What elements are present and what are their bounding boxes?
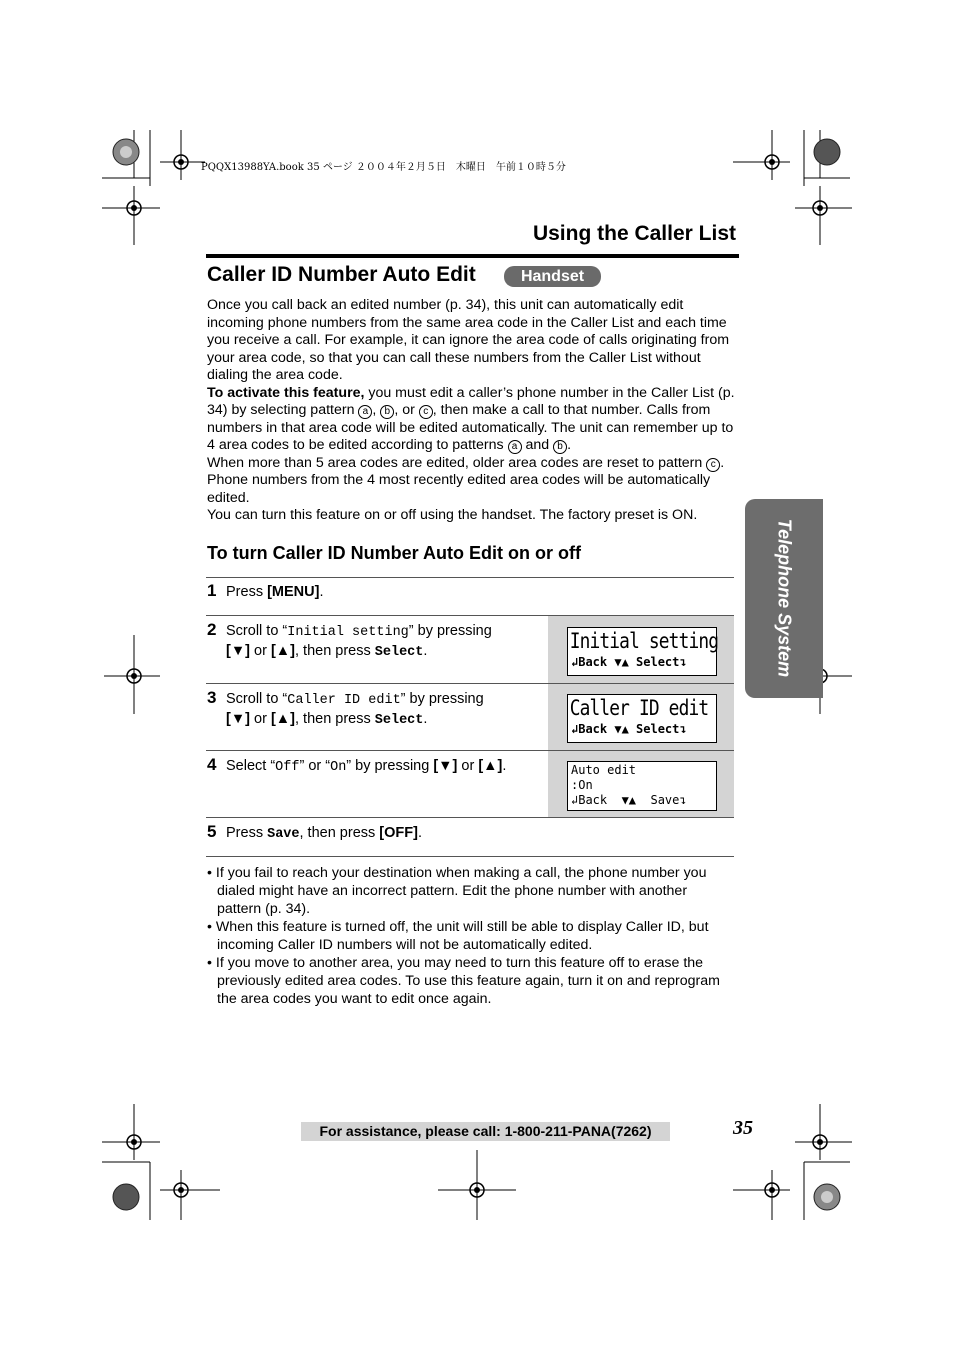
text-span: and bbox=[521, 437, 554, 453]
text-span: Select “ bbox=[226, 758, 276, 774]
text-span: , bbox=[372, 402, 381, 418]
step-number: 5 bbox=[207, 822, 217, 841]
text-span: . Phone numbers from the 4 most recently edited area codes will be automatically edited. bbox=[207, 454, 725, 506]
notes-list bbox=[207, 864, 732, 1008]
soft-key-label: Select bbox=[374, 645, 424, 660]
section-rule bbox=[206, 254, 739, 258]
divider bbox=[206, 577, 734, 578]
text-span: ” by pressing bbox=[400, 691, 484, 707]
divider bbox=[206, 856, 734, 857]
menu-key: [MENU] bbox=[267, 584, 320, 600]
text-span: . bbox=[502, 758, 507, 774]
text-span: or bbox=[250, 643, 271, 659]
soft-key-label: Save bbox=[267, 827, 300, 842]
lcd-softkeys: ↲Back ▼▲ Select↴ bbox=[571, 722, 687, 736]
bold-lead: To activate this feature, bbox=[207, 384, 365, 401]
note-item: • If you fail to reach your destination when making a call, the phone number you dialed might have an incorrect pattern. Edit the phone number with another pattern (p. 34). bbox=[207, 865, 707, 917]
pattern-a-icon: a bbox=[358, 405, 372, 419]
text-span: , then press bbox=[294, 643, 375, 659]
step-4 bbox=[207, 755, 506, 777]
text-span: When more than 5 area codes are edited, older area codes are reset to pattern bbox=[207, 454, 707, 471]
step-number: 2 bbox=[207, 620, 217, 639]
down-key: [▼] bbox=[226, 643, 251, 659]
intro-text bbox=[207, 297, 737, 525]
procedure-heading: To turn Caller ID Number Auto Edit on or off bbox=[207, 543, 581, 563]
step-5 bbox=[207, 822, 422, 844]
text-span: . bbox=[319, 584, 324, 600]
text-span: , then press bbox=[294, 711, 375, 727]
up-key: [▲] bbox=[478, 758, 503, 774]
side-tab-label: Telephone System bbox=[774, 518, 795, 678]
divider bbox=[206, 817, 734, 818]
option-off: Off bbox=[275, 760, 300, 775]
intro-paragraph-4: You can turn this feature on or off using the handset. The factory preset is ON. bbox=[207, 507, 698, 523]
lcd-display-caller-id-edit bbox=[567, 694, 717, 743]
intro-paragraph-2 bbox=[207, 385, 737, 455]
text-span: Press bbox=[226, 584, 268, 600]
text-span: ” or “ bbox=[299, 758, 331, 774]
note-item: • If you move to another area, you may need to turn this feature off to erase the previously edited area codes. To use this feature again, turn it on and reprogram the area codes you want to edit once again. bbox=[207, 955, 720, 1007]
option-on: On bbox=[330, 760, 347, 775]
down-key: [▼] bbox=[226, 711, 251, 727]
lcd-softkeys: ↲Back ▼▲ Select↴ bbox=[571, 655, 687, 669]
step-number: 4 bbox=[207, 755, 217, 774]
section-title: Using the Caller List bbox=[532, 222, 736, 245]
text-span: or bbox=[250, 711, 271, 727]
text-span: . bbox=[417, 825, 422, 841]
lcd-line: Auto edit bbox=[571, 763, 637, 777]
lcd-display-initial-setting bbox=[567, 627, 717, 676]
footer-assistance: For assistance, please call: 1-800-211-PANA(7262) bbox=[301, 1122, 670, 1141]
text-span: or bbox=[457, 758, 479, 774]
text-span: . bbox=[567, 437, 572, 453]
page-number: 35 bbox=[733, 1117, 753, 1139]
text-span: . bbox=[423, 643, 428, 659]
text-span: Scroll to “ bbox=[226, 691, 288, 707]
print-header: PQQX13988YA.book 35 ページ ２００４年２月５日 木曜日 午前１０時５分 bbox=[201, 162, 566, 173]
pattern-b-icon: b bbox=[380, 405, 394, 419]
text-span: , or bbox=[394, 402, 419, 418]
pattern-c-icon: c bbox=[419, 405, 433, 419]
lcd-title: Initial setting bbox=[569, 629, 719, 653]
lcd-display-auto-edit bbox=[567, 761, 717, 811]
note-item: • When this feature is turned off, the unit will still be able to display Caller ID, but incoming Caller ID numbers will not be automatically edited. bbox=[207, 919, 709, 953]
off-key: [OFF] bbox=[379, 825, 418, 841]
step-2 bbox=[207, 620, 537, 662]
pattern-b-icon: b bbox=[553, 440, 567, 454]
text-span: . bbox=[423, 711, 428, 727]
down-key: [▼] bbox=[433, 758, 458, 774]
step-3 bbox=[207, 688, 537, 730]
text-span: Press bbox=[226, 825, 268, 841]
page-title: Caller ID Number Auto Edit bbox=[207, 263, 476, 286]
up-key: [▲] bbox=[270, 711, 295, 727]
text-span: ” by pressing bbox=[408, 623, 492, 639]
step-1 bbox=[207, 581, 323, 602]
pattern-c-icon: c bbox=[706, 458, 720, 472]
text-span: Scroll to “ bbox=[226, 623, 288, 639]
menu-item-name: Initial setting bbox=[287, 625, 409, 640]
up-key: [▲] bbox=[270, 643, 295, 659]
text-span: you must edit a caller’s phone number in the Caller List (p. 34) by selecting pattern bbox=[207, 384, 735, 418]
pattern-a-icon: a bbox=[508, 440, 522, 454]
step-number: 3 bbox=[207, 688, 217, 707]
text-span: ” by pressing bbox=[346, 758, 434, 774]
lcd-title: Caller ID edit bbox=[569, 696, 709, 720]
step-number: 1 bbox=[207, 581, 217, 600]
handset-badge: Handset bbox=[504, 266, 601, 287]
text-span: , then make a call to that number. Calls from numbers in that area code will be edited automatically. The unit can remember up to 4 area codes to be edited according to patterns bbox=[207, 402, 734, 453]
menu-item-name: Caller ID edit bbox=[287, 693, 401, 708]
text-span: , then press bbox=[299, 825, 380, 841]
intro-paragraph-3 bbox=[207, 455, 737, 508]
lcd-line: :On bbox=[571, 778, 593, 792]
intro-paragraph-1: Once you call back an edited number (p. 34), this unit can automatically edit incoming phone numbers from the same area code in the Caller List and each time you receive a call. For example, it can ignore the area code of calls originating from your area code, so that you can call these numbers from the Caller List without dialing the area code. bbox=[207, 297, 730, 383]
lcd-softkeys: ↲Back ▼▲ Save↴ bbox=[571, 793, 687, 807]
soft-key-label: Select bbox=[374, 713, 424, 728]
